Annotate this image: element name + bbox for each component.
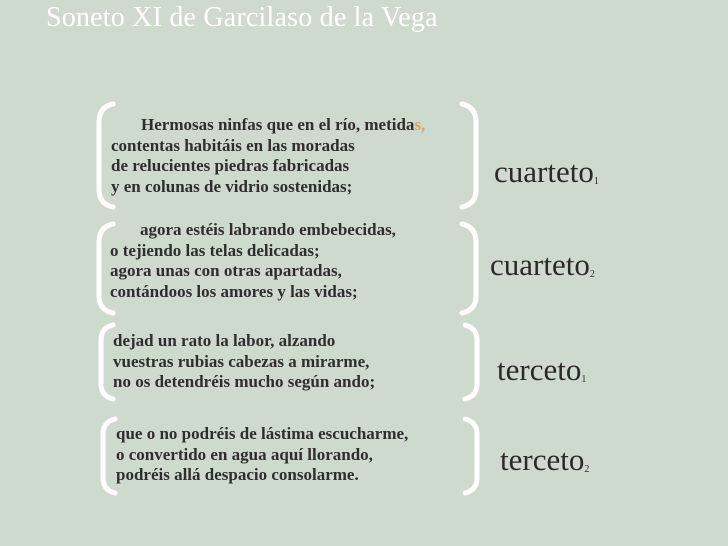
right-bracket-3 (465, 325, 477, 399)
stanza-2 (110, 220, 396, 302)
left-bracket-4 (103, 419, 115, 493)
stanza-2-label: cuarteto$_2$ (490, 247, 595, 282)
stanza-3-line-1: dejad un rato la labor, alzando (113, 331, 336, 350)
stanza-1-line-2: contentas habitáis en las moradas (111, 135, 355, 155)
stanza-1-label-sub: 1 (593, 176, 599, 187)
stanza-1-label: cuarteto$_1$ (494, 154, 599, 189)
stanza-3-label: terceto$_1$ (497, 352, 587, 387)
line-suffix: s, (414, 115, 426, 134)
stanza-2-line-2: o tejiendo las telas delicadas; (110, 240, 320, 260)
stanza-1-line-4: y en colunas de vidrio sostenidas; (111, 176, 353, 196)
stanza-4-line-3: podréis allá despacio consolarme. (116, 465, 359, 484)
stanza-4-label: terceto$_2$ (500, 442, 590, 477)
right-bracket-1 (462, 104, 476, 207)
stanza-4-line-2: o convertido en agua aquí llorando, (116, 444, 373, 464)
stanza-1-line-1: Hermosas ninfas que en el río, metidas, (141, 115, 426, 134)
stanza-4-line-1: que o no podréis de lástima escucharme, (116, 424, 409, 443)
page-title: Soneto XI de Garcilaso de la Vega (46, 2, 438, 33)
stanza-2-line-3: agora unas con otras apartadas, (110, 261, 342, 280)
stanza-3-line-3: no os detendréis mucho según ando; (113, 372, 376, 391)
stanza-4 (116, 424, 408, 486)
stanza-2-line-4: contándoos los amores y las vidas; (110, 281, 358, 301)
stanza-2-line-1: agora estéis labrando embebecidas, (140, 220, 396, 239)
stanza-3-line-2: vuestras rubias cabezas a mirarme, (113, 351, 370, 371)
right-bracket-4 (465, 419, 477, 493)
stanza-1-line-3: de relucientes piedras fabricadas (111, 156, 350, 175)
stanza-1 (111, 115, 425, 197)
right-bracket-2 (462, 224, 476, 313)
stanza-3-label-sub: 1 (581, 374, 587, 385)
stanza-3 (113, 331, 375, 393)
stanza-2-label-sub: 2 (589, 269, 595, 280)
stanza-4-label-sub: 2 (584, 464, 590, 475)
left-bracket-3 (101, 325, 113, 399)
